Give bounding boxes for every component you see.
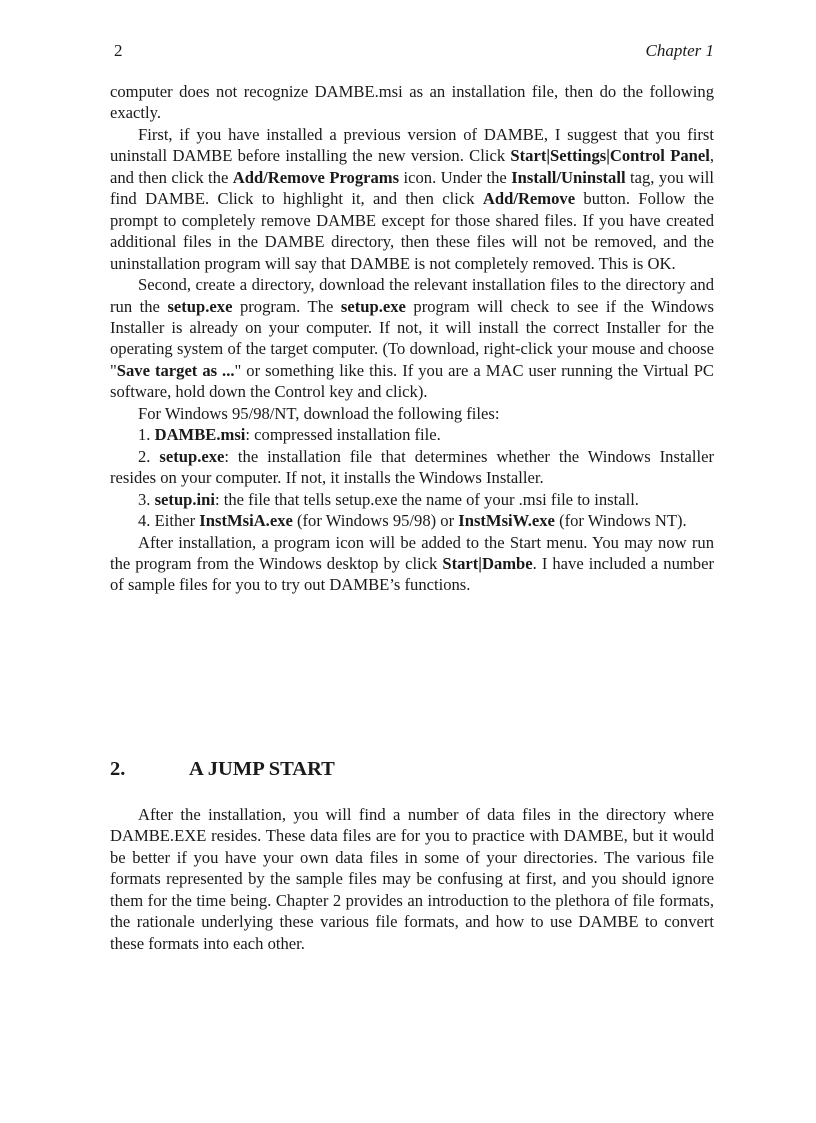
body-text	[110, 81, 714, 596]
text-run: (for Windows NT).	[554, 511, 687, 531]
list-item	[110, 446, 714, 489]
text-run: tag, you will find DAMBE. Click to highlight it, and then click	[110, 167, 714, 209]
setup-exe-term: setup.exe	[167, 296, 233, 316]
running-head: Chapter 1	[645, 41, 714, 60]
start-dambe-term: Start|Dambe	[442, 553, 533, 573]
text-run: : compressed installation file.	[245, 425, 441, 445]
add-remove-term: Add/Remove	[482, 189, 576, 209]
text-run: First, if you have installed a previous version of DAMBE, I suggest that you first uninstall DAMBE before installing the new version. Click	[110, 124, 714, 166]
text-run: : the installation file that determines whether the Windows Installer resides on your computer. If not, it installs the Windows Installer.	[110, 446, 714, 488]
page-header	[110, 41, 714, 63]
section-title: A JUMP START	[189, 758, 335, 780]
text-run: icon. Under the	[399, 167, 512, 187]
text-run: program. The	[232, 296, 341, 316]
list-number: 1.	[138, 425, 155, 445]
paragraph-continuation: computer does not recognize DAMBE.msi as an installation file, then do the following exactly.	[110, 82, 714, 123]
setup-exe-term: setup.exe	[340, 296, 406, 316]
page-number: 2	[114, 41, 123, 60]
install-uninstall-term: Install/Uninstall	[511, 167, 626, 187]
file-name: DAMBE.msi	[154, 425, 246, 445]
text-run: 4. Either	[138, 511, 200, 531]
file-name: setup.ini	[154, 489, 215, 509]
text-run: . I have included a number of sample files for you to try out DAMBE’s functions.	[110, 553, 714, 595]
paragraph-uninstall	[110, 124, 714, 274]
text-run: " or something like this. If you are a MAC user running the Virtual PC software, hold down the Control key and click).	[110, 360, 714, 402]
file-name: InstMsiW.exe	[458, 511, 555, 531]
section-number: 2.	[110, 758, 126, 780]
file-name: InstMsiA.exe	[199, 511, 293, 531]
text-run: : the file that tells setup.exe the name of your .msi file to install.	[215, 489, 639, 509]
list-item	[110, 424, 714, 445]
text-run: (for Windows 95/98) or	[292, 511, 459, 531]
save-target-as-term: Save target as ...	[116, 360, 235, 380]
paragraph-jump-start: After the installation, you will find a number of data files in the directory where DAMBE.EXE resides. These data files are for you to practice with DAMBE, but it would be better if you have your own data files in some of your directories. The various file formats represented by the sample files may be confusing at first, and you should ignore them for the time being. Chapter 2 provides an introduction to the plethora of file formats, the rationale underlying these various file formats, and how to use DAMBE to convert these formats into each other.	[110, 805, 714, 953]
list-item	[110, 510, 714, 531]
text-run: , and then click the	[110, 146, 714, 187]
text-run: button. Follow the prompt to completely remove DAMBE except for those shared files. If you have created additional files in the DAMBE directory, then these files will not be removed, and the uninstallation program will say that DAMBE is not completely removed. This is OK.	[110, 189, 714, 273]
text-run: Second, create a directory, download the relevant installation files to the directory and run the	[110, 275, 714, 316]
list-number: 2.	[138, 446, 160, 466]
section-heading	[110, 758, 714, 784]
text-run: After installation, a program icon will be added to the Start menu. You may now run the program from the Windows desktop by click	[110, 532, 714, 573]
text-run: program will check to see if the Windows Installer is already on your computer. If not, it will install the correct Installer for the operating system of the target computer. (To download, right-click your mouse and choose "	[110, 296, 714, 380]
file-name: setup.exe	[159, 446, 225, 466]
paragraph-download-list-intro: For Windows 95/98/NT, download the following files:	[138, 403, 500, 423]
paragraph-setup	[110, 274, 714, 403]
list-item	[110, 489, 714, 510]
menu-path-control-panel: Start|Settings|Control Panel	[510, 146, 710, 166]
list-number: 3.	[138, 489, 155, 509]
section-body-text	[110, 804, 714, 954]
paragraph-after-install	[110, 532, 714, 596]
add-remove-programs-term: Add/Remove Programs	[232, 167, 400, 187]
